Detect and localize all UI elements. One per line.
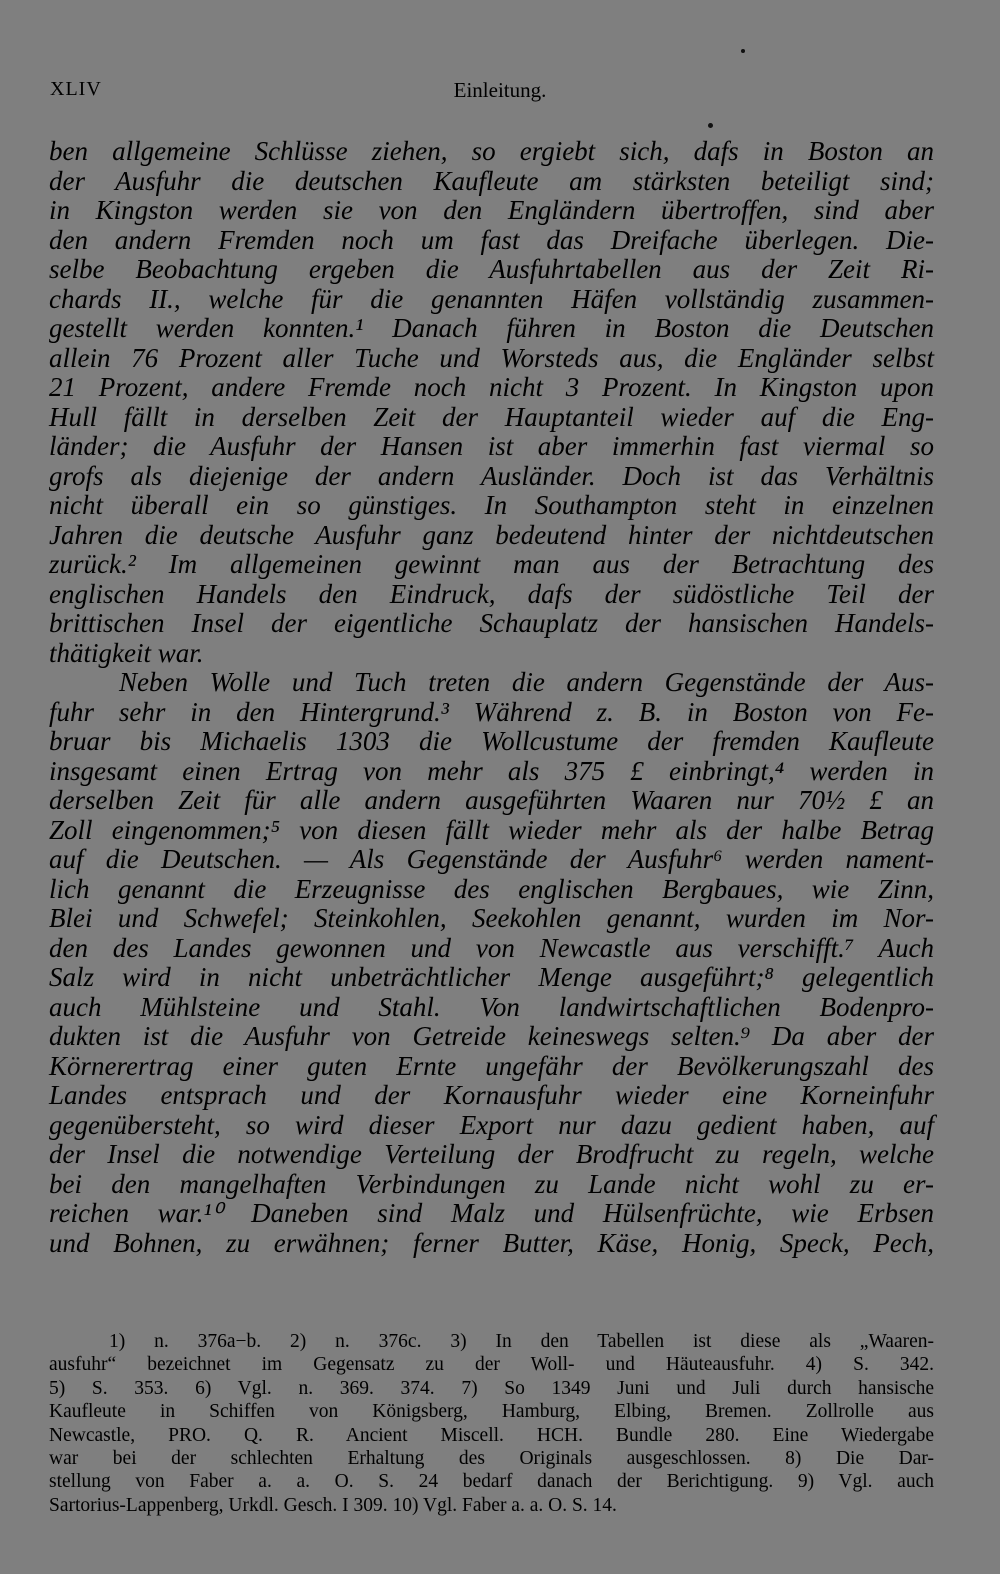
text-line: ben allgemeine Schlüsse ziehen, so ergiebt sich, dafs in Boston an [49,136,934,166]
main-text [49,137,934,1315]
text-line: Blei und Schwefel; Steinkohlen, Seekohlen genannt, wurden im Nor- [49,903,934,933]
text-line: bruar bis Michaelis 1303 die Wollcustume der fremden Kaufleute [49,726,934,756]
footnote-line: ausfuhr“ bezeichnet im Gegensatz zu der Woll- und Häuteausfuhr. 4) S. 342. [49,1354,934,1376]
text-line: Jahren die deutsche Ausfuhr ganz bedeutend hinter der nichtdeutschen [49,519,934,550]
text-line: fuhr sehr in den Hintergrund.³ Während z. B. in Boston von Fe- [49,696,934,727]
text-line: den andern Fremden noch um fast das Dreifache überlegen. Die- [49,224,934,255]
footnote-line: 5) S. 353. 6) Vgl. n. 369. 374. 7) So 1349 Juni und Juli durch hansische [49,1377,934,1399]
text-line: dukten ist die Ausfuhr von Getreide keineswegs selten.⁹ Da aber der [49,1021,934,1051]
text-line: auf die Deutschen. — Als Gegenstände der Ausfuhr⁶ werden nament- [49,844,934,874]
text-line: in Kingston werden sie von den Engländern übertroffen, sind aber [49,195,934,225]
text-line: Salz wird in nicht unbeträchtlicher Menge ausgeführt;⁸ gelegentlich [49,962,934,992]
text-line: chards II., welche für die genannten Häfen vollständig zusammen- [49,283,934,314]
text-line: Landes entsprach und der Kornausfuhr wieder eine Korneinfuhr [49,1080,934,1110]
text-line: nicht überall ein so günstiges. In Southampton steht in einzelnen [49,490,934,520]
text-line: der Insel die notwendige Verteilung der Brodfrucht zu regeln, welche [49,1139,934,1169]
text-line: gestellt werden konnten.¹ Danach führen in Boston die Deutschen [49,313,934,343]
running-title: Einleitung. [453,78,547,102]
text-line: 21 Prozent, andere Fremde noch nicht 3 Prozent. In Kingston upon [49,372,934,402]
text-line: bei den mangelhaften Verbindungen zu Lande nicht wohl zu er- [49,1168,934,1199]
footnote-line: stellung von Faber a. a. O. S. 24 bedarf danach der Berichtigung. 9) Vgl. auch [49,1471,934,1493]
text-line: brittischen Insel der eigentliche Schauplatz der hansischen Handels- [49,608,934,638]
footnote-line: Kaufleute in Schiffen von Königsberg, Hamburg, Elbing, Bremen. Zollrolle aus [49,1401,934,1423]
text-line: und Bohnen, zu erwähnen; ferner Butter, Käse, Honig, Speck, Pech, [49,1227,934,1258]
text-line: selbe Beobachtung ergeben die Ausfuhrtabellen aus der Zeit Ri- [49,254,934,284]
text-line: allein 76 Prozent aller Tuche und Worsteds aus, die Engländer selbst [49,342,934,373]
text-line: lich genannt die Erzeugnisse des englischen Bergbaues, wie Zinn, [49,873,934,904]
text-line: Zoll eingenommen;⁵ von diesen fällt wieder mehr als der halbe Betrag [49,814,934,845]
text-line: Hull fällt in derselben Zeit der Hauptanteil wieder auf die Eng- [49,401,934,432]
text-line: englischen Handels den Eindruck, dafs der südöstliche Teil der [49,578,934,609]
text-line: der Ausfuhr die deutschen Kaufleute am stärksten beteiligt sind; [49,165,934,196]
paragraph-end-line: thätigkeit war. [49,637,204,668]
text-line: derselben Zeit für alle andern ausgeführten Waaren nur 70½ £ an [49,785,934,815]
text-line: gegenübersteht, so wird dieser Export nur dazu gedient haben, auf [49,1109,934,1140]
ink-speck [741,49,745,53]
text-line: Körnerertrag einer guten Ernte ungefähr der Bevölkerungszahl des [49,1050,934,1081]
footnote-line: war bei der schlechten Erhaltung des Originals ausgeschlossen. 8) Die Dar- [49,1447,934,1469]
text-line: zurück.² Im allgemeinen gewinnt man aus der Betrachtung des [49,549,934,579]
footnotes [49,1330,934,1517]
paragraph-start-line: Neben Wolle und Tuch treten die andern Gegenstände der Aus- [119,667,934,697]
text-line: grofs als diejenige der andern Ausländer. Doch ist das Verhältnis [49,460,934,491]
footnote-line: Newcastle, PRO. Q. R. Ancient Miscell. HCH. Bundle 280. Eine Wiedergabe [49,1424,934,1446]
text-line: auch Mühlsteine und Stahl. Von landwirtschaftlichen Bodenpro- [49,991,934,1022]
footnote-line: Sartorius-Lappenberg, Urkdl. Gesch. I 309. 10) Vgl. Faber a. a. O. S. 14. [49,1494,617,1516]
ink-speck [708,123,713,128]
text-line: länder; die Ausfuhr der Hansen ist aber immerhin fast viermal so [49,431,934,461]
text-line: den des Landes gewonnen und von Newcastle aus verschifft.⁷ Auch [49,932,934,963]
footnote-line: 1) n. 376a−b. 2) n. 376c. 3) In den Tabellen ist diese als „Waaren- [109,1331,934,1352]
text-line: insgesamt einen Ertrag von mehr als 375 £ einbringt,⁴ werden in [49,755,934,786]
page-header [50,78,950,108]
page-number: XLIV [50,78,102,100]
text-line: reichen war.¹⁰ Daneben sind Malz und Hülsenfrüchte, wie Erbsen [49,1198,934,1228]
